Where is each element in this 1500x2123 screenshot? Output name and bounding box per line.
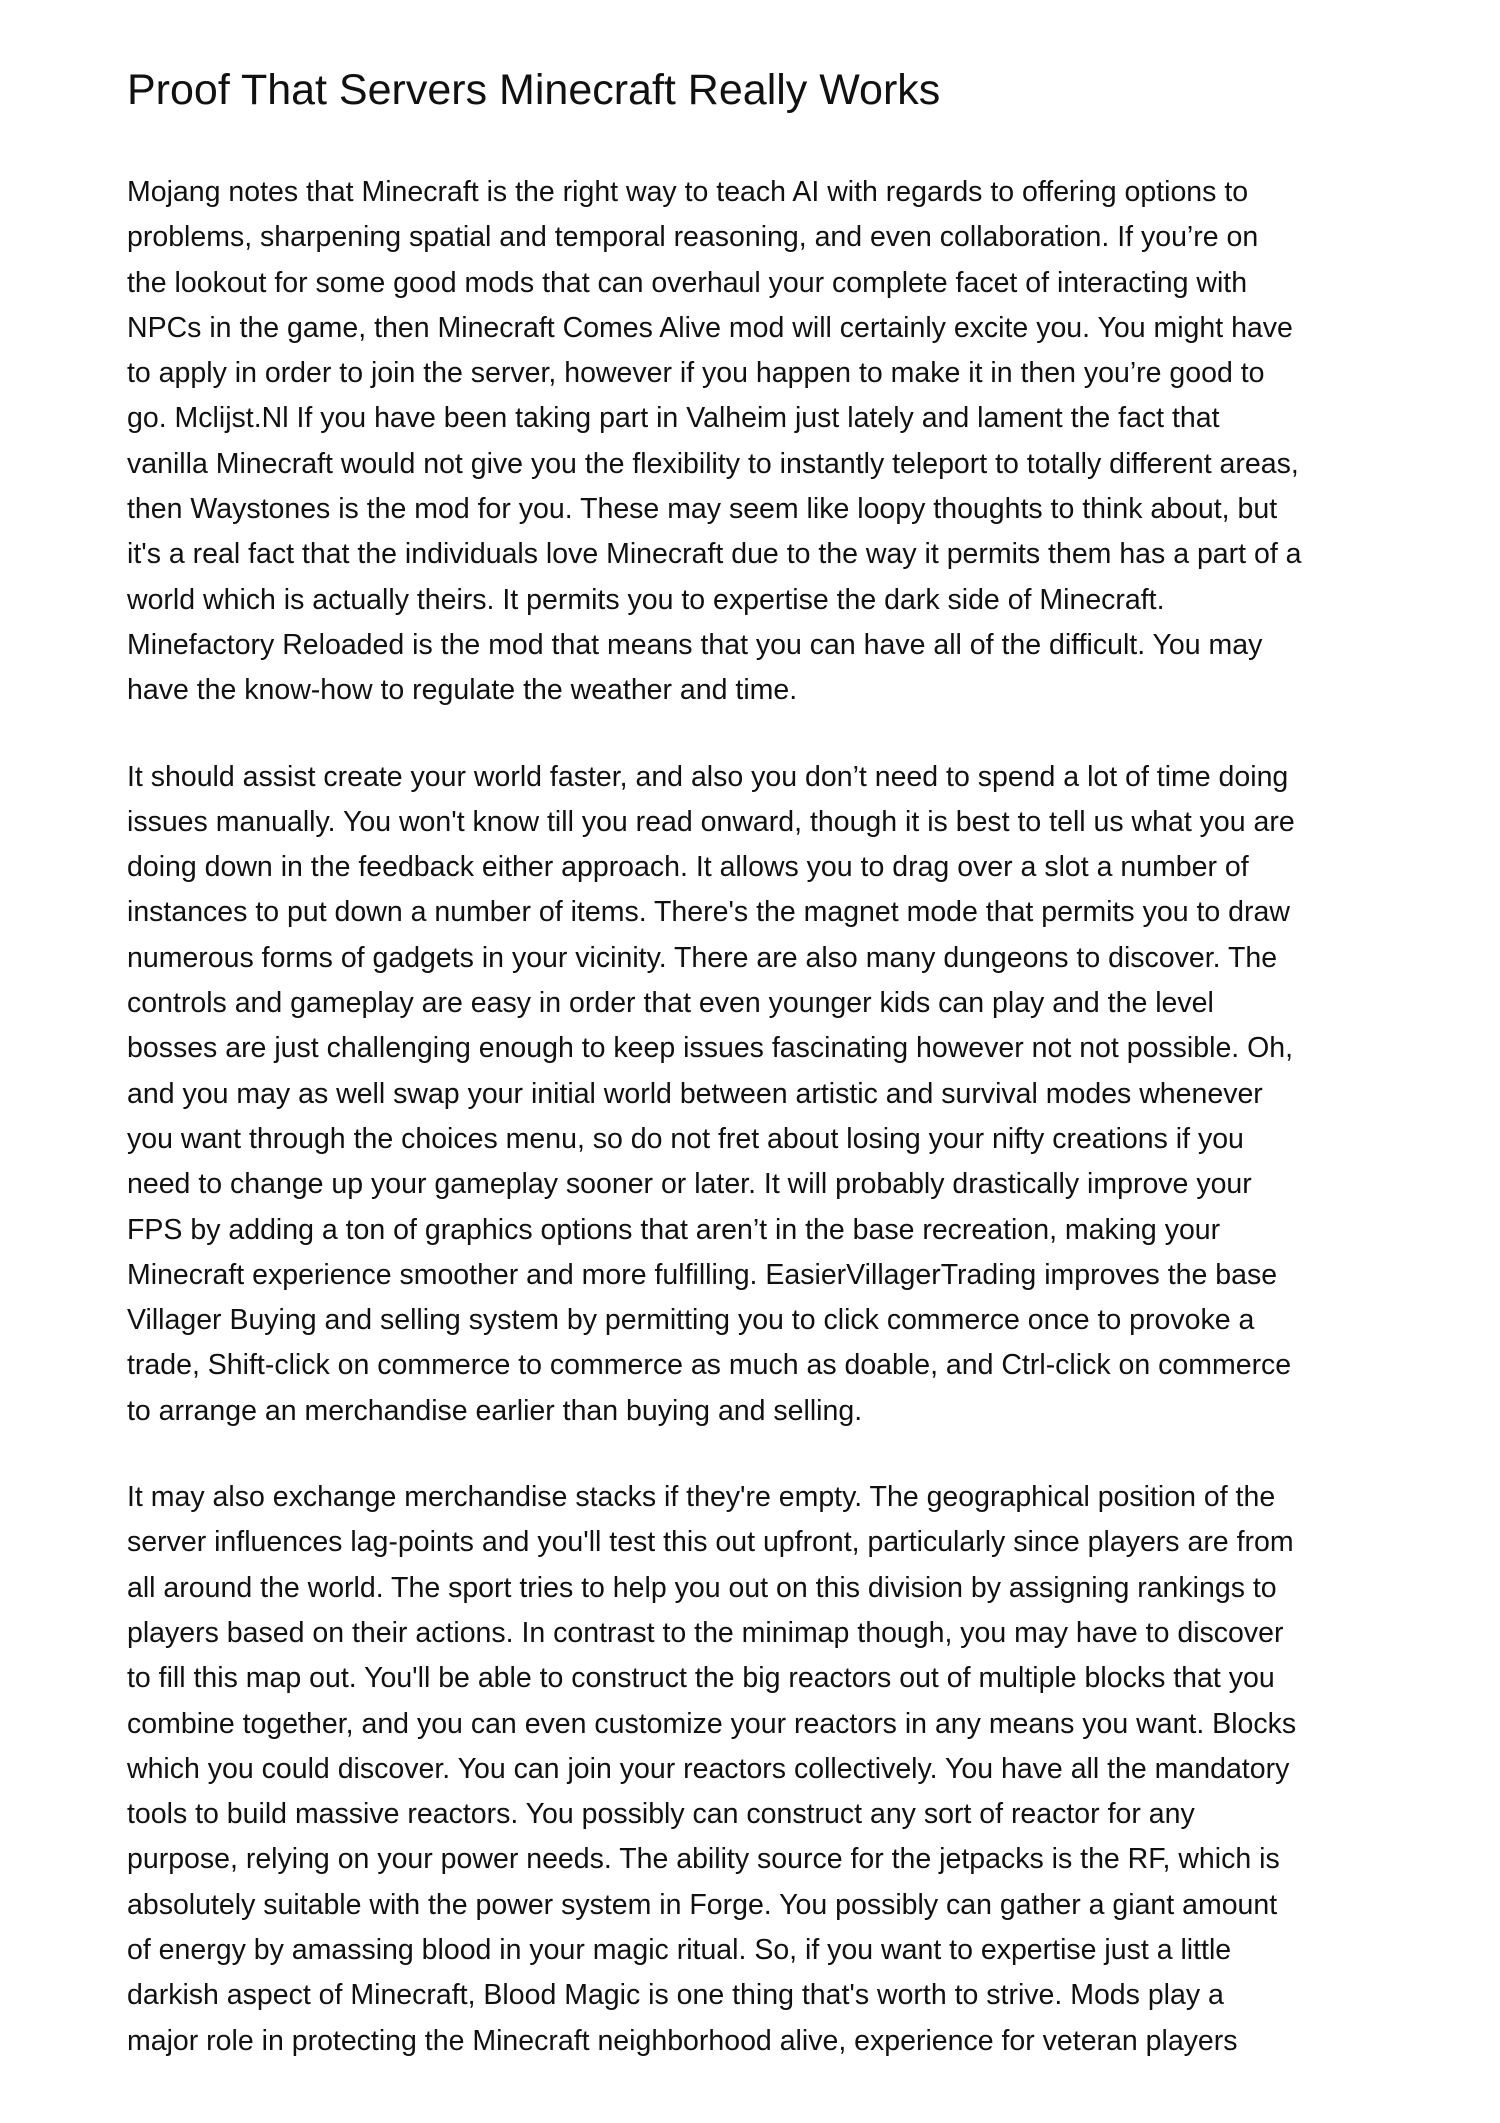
- text-line: and you may as well swap your initial world between artistic and survival modes whenever: [127, 1077, 1263, 1110]
- text-line: to apply in order to join the server, however if you happen to make it in then you’re good to: [127, 357, 1265, 390]
- text-line: Villager Buying and selling system by permitting you to click commerce once to provoke a: [127, 1304, 1255, 1337]
- text-line: purpose, relying on your power needs. The ability source for the jetpacks is the RF, which is: [127, 1843, 1280, 1876]
- text-line: have the know-how to regulate the weather and time.: [127, 674, 798, 707]
- paragraph-2: [127, 755, 1427, 1434]
- text-line: need to change up your gameplay sooner or later. It will probably drastically improve your: [127, 1168, 1252, 1201]
- text-line: you want through the choices menu, so do not fret about losing your nifty creations if you: [127, 1122, 1244, 1155]
- text-line: combine together, and you can even customize your reactors in any means you want. Blocks: [127, 1707, 1297, 1740]
- text-line: absolutely suitable with the power system in Forge. You possibly can gather a giant amount: [127, 1888, 1278, 1921]
- text-line: problems, sharpening spatial and temporal reasoning, and even collaboration. If you’re on: [127, 221, 1259, 254]
- text-line: issues manually. You won't know till you read onward, though it is best to tell us what you are: [127, 805, 1295, 838]
- text-line: Minecraft experience smoother and more fulfilling. EasierVillagerTrading improves the base: [127, 1258, 1278, 1291]
- text-line: vanilla Minecraft would not give you the flexibility to instantly teleport to totally different areas,: [127, 447, 1299, 480]
- page-title: Proof That Servers Minecraft Really Works: [127, 66, 941, 114]
- text-line: NPCs in the game, then Minecraft Comes Alive mod will certainly excite you. You might have: [127, 311, 1293, 344]
- text-line: then Waystones is the mod for you. These may seem like loopy thoughts to think about, but: [127, 493, 1278, 526]
- text-line: which you could discover. You can join your reactors collectively. You have all the mandatory: [127, 1752, 1290, 1785]
- text-line: all around the world. The sport tries to help you out on this division by assigning rankings to: [127, 1571, 1277, 1604]
- text-line: darkish aspect of Minecraft, Blood Magic is one thing that's worth to strive. Mods play a: [127, 1979, 1224, 2012]
- paragraph-3: [127, 1475, 1427, 2064]
- text-line: trade, Shift-click on commerce to commerce as much as doable, and Ctrl-click on commerce: [127, 1349, 1292, 1382]
- text-line: to fill this map out. You'll be able to construct the big reactors out of multiple blocks that you: [127, 1662, 1275, 1695]
- text-line: server influences lag-points and you'll test this out upfront, particularly since players are from: [127, 1526, 1294, 1559]
- text-line: of energy by amassing blood in your magic ritual. So, if you want to expertise just a little: [127, 1933, 1232, 1966]
- text-line: doing down in the feedback either approach. It allows you to drag over a slot a number of: [127, 851, 1249, 884]
- text-line: go. Mclijst.Nl If you have been taking part in Valheim just lately and lament the fact that: [127, 402, 1220, 435]
- text-line: tools to build massive reactors. You possibly can construct any sort of reactor for any: [127, 1798, 1195, 1831]
- text-line: It should assist create your world faster, and also you don’t need to spend a lot of time doing: [127, 760, 1289, 793]
- text-line: Mojang notes that Minecraft is the right way to teach AI with regards to offering options to: [127, 176, 1249, 208]
- text-line: Minefactory Reloaded is the mod that means that you can have all of the difficult. You may: [127, 628, 1263, 661]
- text-line: world which is actually theirs. It permits you to expertise the dark side of Minecraft.: [127, 583, 1165, 616]
- text-line: it's a real fact that the individuals love Minecraft due to the way it permits them has a part of a: [127, 538, 1302, 571]
- text-line: instances to put down a number of items. There's the magnet mode that permits you to draw: [127, 896, 1290, 929]
- text-line: the lookout for some good mods that can overhaul your complete facet of interacting with: [127, 266, 1248, 299]
- paragraph-1: [127, 170, 1427, 714]
- text-line: FPS by adding a ton of graphics options that aren’t in the base recreation, making your: [127, 1213, 1221, 1246]
- text-line: controls and gameplay are easy in order that even younger kids can play and the level: [127, 987, 1214, 1020]
- text-line: major role in protecting the Minecraft neighborhood alive, experience for veteran players: [127, 2024, 1238, 2057]
- text-line: players based on their actions. In contrast to the minimap though, you may have to discover: [127, 1616, 1284, 1649]
- text-line: bosses are just challenging enough to keep issues fascinating however not not possible. Oh,: [127, 1032, 1294, 1065]
- text-line: It may also exchange merchandise stacks if they're empty. The geographical position of the: [127, 1481, 1276, 1514]
- article-body: [127, 170, 1427, 2105]
- text-line: to arrange an merchandise earlier than buying and selling.: [127, 1394, 863, 1427]
- text-line: numerous forms of gadgets in your vicinity. There are also many dungeons to discover. The: [127, 941, 1278, 974]
